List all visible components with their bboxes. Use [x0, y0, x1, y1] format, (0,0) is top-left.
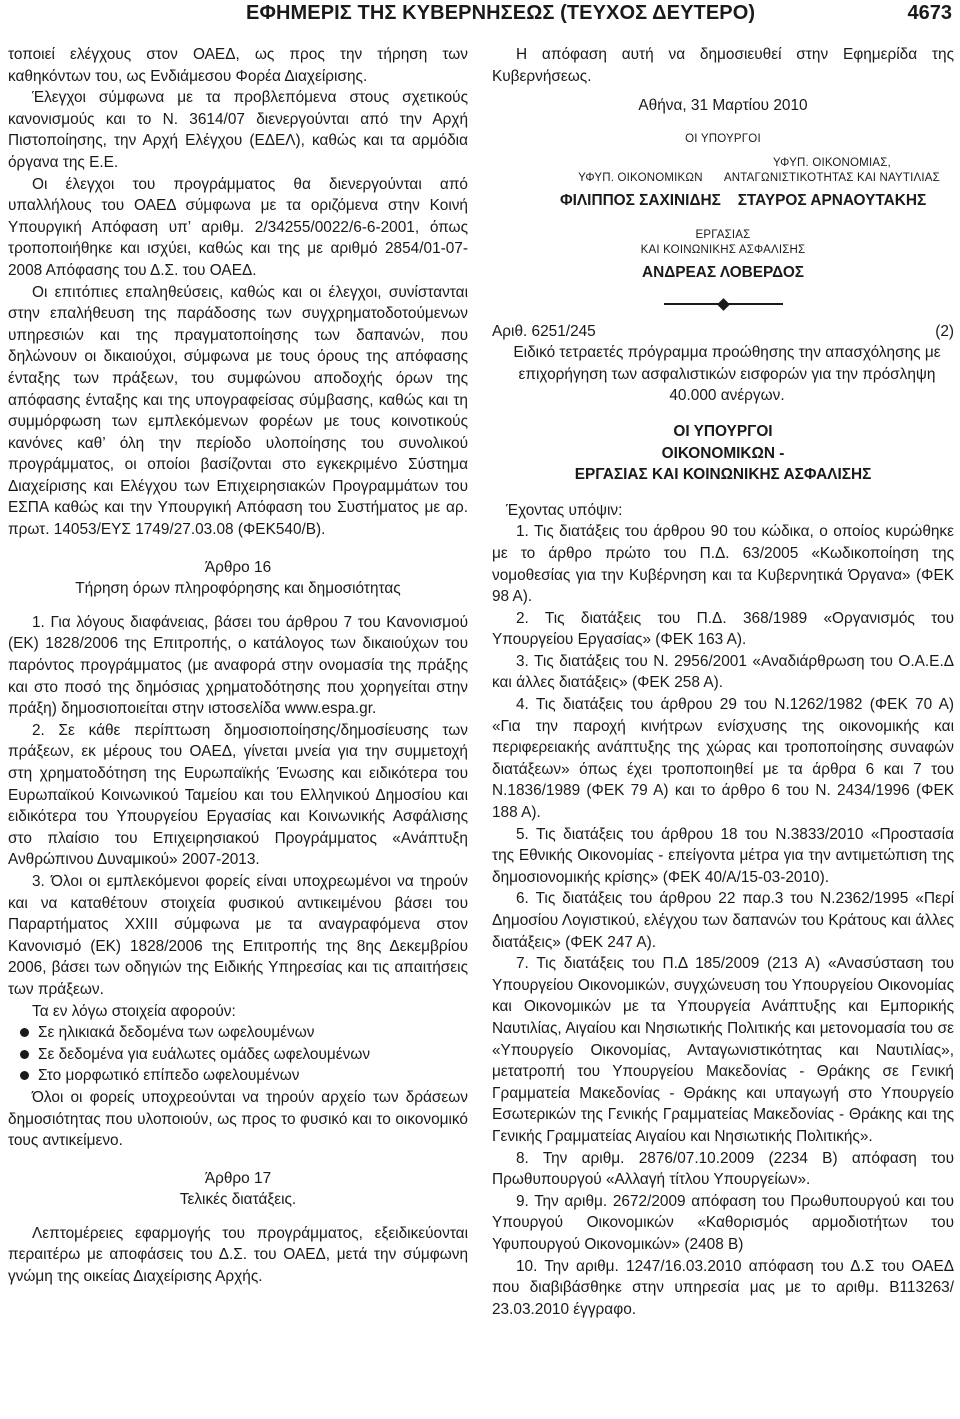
list-item: 10. Την αριθμ. 1247/16.03.2010 απόφαση του Δ.Σ του ΟΑΕΔ που διαβιβάσθηκε στην υπηρεσία μας με το αριθμ. Β113263/ 23.03.2010 έγγραφο.: [492, 1257, 954, 1318]
paragraph: Οι επιτόπιες επαληθεύσεις, καθώς και οι έλεγχοι, συνίστανται στην επαλήθευση της παράδοσης των συγχρηματοδοτούμενων υπηρεσιών και της πραγματοποίησης των δαπανών, που δηλώνουν οι δικαιούχοι, σύμφωνα με τους όρους της απόφασης ένταξης των πράξεων, του συμφώνου αποδοχής όρων της απόφασης ένταξης και της υπογραφείσας σύμβασης, καθώς και τη συμμόρφωση των εμπλεκόμενων φορέων με τους κοινοτικούς κανόνες καθ’ όλη την περίοδο υλοποίησης του συνολικού προγράμματος, οι οποίοι βασίζονται στο εγκεκριμένο Σύστημα Διαχείρισης και Ελέγχου των Επιχειρησιακών Προγραμμάτων του ΕΣΠΑ καθώς και την Υπουργική Απόφαση του Συστήματος με αρ. πρωτ. 14053/ΕΥΣ 1749/27.03.08 (ΦΕΚ540/Β).: [8, 283, 468, 539]
paragraph: Έλεγχοι σύμφωνα με τα προβλεπόμενα στους σχετικούς κανονισμούς και το Ν. 3614/07 διενεργούνται από την Αρχή Πιστοποίησης, την Αρχή Ελέγχου (ΕΔΕΛ), καθώς και τα αρμόδια όργανα της Ε.Ε.: [8, 89, 468, 171]
list-item: 3. Τις διατάξεις του Ν. 2956/2001 «Αναδιάρθρωση του Ο.Α.Ε.Δ και άλλες διατάξεις» (ΦΕΚ 258 Α).: [492, 652, 954, 692]
signature-block: [560, 171, 721, 212]
paragraph: τοποιεί ελέγχους στον ΟΑΕΔ, ως προς την τήρηση των καθηκόντων του, ως Ενδιάμεσου Φορέα Διαχείρισης.: [8, 46, 468, 85]
list-item: 6. Τις διατάξεις του άρθρου 22 παρ.3 του Ν.2362/1995 «Περί Δημοσίου Λογιστικού, ελέγχου των δαπανών του Κράτους και άλλες διατάξεις» (ΦΕΚ 247 Α).: [492, 890, 954, 951]
article-16-subtitle: Τήρηση όρων πληροφόρησης και δημοσιότητας: [75, 580, 401, 598]
left-column: [8, 44, 468, 1288]
heading-line: ΕΡΓΑΣΙΑΣ ΚΑΙ ΚΟΙΝΩΝΙΚΗΣ ΑΣΦΑΛΙΣΗΣ: [574, 466, 872, 484]
paragraph: Οι έλεγχοι του προγράμματος θα διενεργούνται από υπαλλήλους του ΟΑΕΔ σύμφωνα με τα οριζόμενα στην Κοινή Υπουργική Απόφαση υπ’ αριθμ. 2/34255/0022/6-6-2001, όπως τροποποιήθηκε και ισχύει, καθώς και της με αριθμό 2854/01-07-2008 Απόφασης του Δ.Σ. του ΟΑΕΔ.: [8, 175, 468, 279]
having-regard: Έχοντας υπόψιν:: [506, 501, 623, 519]
signer-role: ΥΦΥΠ. ΟΙΚΟΝΟΜΙΑΣ,: [772, 157, 891, 170]
signer-name: ΣΤΑΥΡΟΣ ΑΡΝΑΟΥΤΑΚΗΣ: [737, 192, 927, 210]
list-item: 4. Τις διατάξεις του άρθρου 29 του Ν.1262/1982 (ΦΕΚ 70 Α) «Για την παροχή κινήτρων ενίσχυσης της οικονομικής και περιφερειακής ανάπτυξης της χώρας και τροποποίησης συναφών διατάξεων» όπως έχει τροποποιηθεί με τα άρθρα 6 και 7 του Ν.1836/1989 (ΦΕΚ 79 Α) και το άρθρο 6 του Ν. 2434/1996 (ΦΕΚ 188 Α).: [492, 696, 954, 822]
paragraph: Λεπτομέρειες εφαρμογής του προγράμματος, εξειδικεύονται περαιτέρω με αποφάσεις του Δ.Σ. του ΟΑΕΔ, μετά την σύμφωνη γνώμη της οικείας Διαχείρισης Αρχής.: [8, 1224, 468, 1286]
paragraph: 3. Όλοι οι εμπλεκόμενοι φορείς είναι υποχρεωμένοι να τηρούν και να καταθέτουν στοιχεία φυσικού αντικειμένου βάσει του Παραρτήματος XXIII σύμφωνα με τα αναγραφόμενα στον Κανονισμό (ΕΚ) 1828/2006 της Επιτροπής της 8ης Δεκεμβρίου 2006, βάσει των οδηγιών της Ειδικής Υπηρεσίας και τις απαιτήσεις των πράξεων.: [8, 872, 468, 998]
list-item: Σε δεδομένα για ευάλωτες ομάδες ωφελουμένων: [8, 1044, 468, 1066]
list-item: 8. Την αριθμ. 2876/07.10.2009 (2234 Β) απόφαση του Πρωθυπουργού «Αλλαγή τίτλου Υπουργείων».: [492, 1149, 954, 1189]
decision-number: Αριθ. 6251/245: [492, 322, 596, 340]
article-17-title: Άρθρο 17: [204, 1169, 272, 1187]
list-item: 9. Την αριθμ. 2672/2009 απόφαση του Πρωθυπουργού και του Υπουργού Οικονομικών «Καθορισμός αρμοδιοτήτων του Υφυπουργού Οικονομικών» (2408 Β): [492, 1192, 954, 1253]
page-header: [0, 0, 960, 40]
page-number: 4673: [907, 2, 952, 24]
gazette-title: ΕΦΗΜΕΡΙΣ ΤΗΣ ΚΥΒΕΡΝΗΣΕΩΣ (ΤΕΥΧΟΣ ΔΕΥΤΕΡΟ): [246, 2, 756, 24]
signer-role: ΑΝΤΑΓΩΝΙΣΤΙΚΟΤΗΤΑΣ ΚΑΙ ΝΑΥΤΙΛΙΑΣ: [723, 172, 940, 185]
decision-number-row: [492, 321, 954, 343]
decision-title: Ειδικό τετραετές πρόγραμμα προώθησης την απασχόλησης με επιχορήγηση των ασφαλιστικών εισφορών για την πρόσληψη 40.000 ανέργων.: [513, 344, 941, 405]
publication-order: Η απόφαση αυτή να δημοσιευθεί στην Εφημερίδα της Κυβερνήσεως.: [492, 46, 954, 85]
list-item: Σε ηλικιακά δεδομένα των ωφελουμένων: [8, 1022, 468, 1044]
article-16-title: Άρθρο 16: [204, 558, 272, 576]
heading-line: ΟΙ ΥΠΟΥΡΓΟΙ: [673, 422, 773, 440]
ministers-label: ΟΙ ΥΠΟΥΡΓΟΙ: [685, 132, 761, 145]
signature-date: Αθήνα, 31 Μαρτίου 2010: [638, 97, 808, 115]
paragraph: Τα εν λόγω στοιχεία αφορούν:: [32, 1002, 236, 1020]
section-divider: [492, 300, 954, 309]
paragraph: Όλοι οι φορείς υποχρεούνται να τηρούν αρχείο των δράσεων δημοσιότητας που υλοποιούν, ως προς το φυσικό και το οικονομικό τους αντικείμενο.: [8, 1088, 468, 1150]
right-column: [492, 44, 954, 1320]
signature-block: [492, 228, 954, 284]
signature-row: [492, 156, 954, 212]
signer-name: ΦΙΛΙΠΠΟΣ ΣΑΧΙΝΙΔΗΣ: [560, 192, 721, 210]
list-item: 5. Τις διατάξεις του άρθρου 18 του Ν.3833/2010 «Προστασία της Εθνικής Οικονομίας - επείγοντα μέτρα για την αντιμετώπιση της δημοσιονομικής κρίσης» (ΦΕΚ 40/Α/15-03-2010).: [492, 825, 954, 886]
signer-role: ΚΑΙ ΚΟΙΝΩΝΙΚΗΣ ΑΣΦΑΛΙΣΗΣ: [640, 243, 806, 256]
bullet-list: [8, 1022, 468, 1087]
ministers-heading: [492, 421, 954, 486]
paragraph: 1. Για λόγους διαφάνειας, βάσει του άρθρου 7 του Κανονισμού (ΕΚ) 1828/2006 της Επιτροπής, ο κατάλογος των δικαιούχων του παρόντος προγράμματος (με αναφορά στην ονομασία της πράξης και στο ποσό της δημόσιας χρηματοδότησης που χορηγείται στην πράξη) δημοσιοποιείται στην ιστοσελίδα www.espa.gr.: [8, 613, 468, 718]
signer-name: ΑΝΔΡΕΑΣ ΛΟΒΕΡΔΟΣ: [641, 263, 805, 281]
signer-role: ΕΡΓΑΣΙΑΣ: [695, 228, 751, 241]
decision-mark: (2): [935, 322, 954, 340]
article-17-subtitle: Τελικές διατάξεις.: [179, 1191, 297, 1209]
paragraph: 2. Σε κάθε περίπτωση δημοσιοποίησης/δημοσίευσης των πράξεων, εκ μέρους του ΟΑΕΔ, γίνεται μνεία για την συμμετοχή στη χρηματοδότηση της Ευρωπαϊκής Ένωσης και ειδικότερα του Ευρωπαϊκού Κοινωνικού Ταμείου και του Ελληνικού Δημοσίου και ειδικότερα του Υπουργείου Εργασίας και Κοινωνικής Ασφάλισης στο πλαίσιο του Επιχειρησιακού Προγράμματος «Ανάπτυξη Ανθρώπινου Δυναμικού» 2007-2013.: [8, 721, 468, 869]
diamond-icon: [717, 298, 730, 311]
signature-block: [724, 156, 940, 212]
signer-role: ΥΦΥΠ. ΟΙΚΟΝΟΜΙΚΩΝ: [578, 172, 703, 185]
list-item: 7. Τις διατάξεις του Π.Δ 185/2009 (213 Α) «Ανασύσταση του Υπουργείου Οικονομικών, συγχώνευση του Υπουργείου Οικονομίας και Οικονομικών με τα Υπουργεία Ανάπτυξης και Εμπορικής Ναυτιλίας, Αιγαίου και Νησιωτικής Πολιτικής και μετονομασία του σε «Υπουργείο Οικονομίας, Ανταγωνιστικότητας και Ναυτιλίας», μετατροπή του Υπουργείου Μακεδονίας - Θράκης σε Γενική Γραμματεία Μακεδονίας - Θράκης και υπαγωγή στο Υπουργείο Εσωτερικών της Γενικής Γραμματείας Μακεδονίας - Θράκης και της Γενικής Γραμματείας Αιγαίου και Νησιωτικής Πολιτικής».: [492, 955, 954, 1145]
list-item: Στο μορφωτικό επίπεδο ωφελουμένων: [8, 1065, 468, 1087]
heading-line: ΟΙΚΟΝΟΜΙΚΩΝ -: [661, 444, 785, 462]
list-item: 1. Τις διατάξεις του άρθρου 90 του κώδικα, ο οποίος κυρώθηκε με το άρθρο πρώτο του Π.Δ. 63/2005 «Κωδικοποίηση της νομοθεσίας για την Κυβέρνηση και τα Κυβερνητικά Όργανα» (ΦΕΚ 98 Α).: [492, 523, 954, 606]
list-item: 2. Τις διατάξεις του Π.Δ. 368/1989 «Οργανισμός του Υπουργείου Εργασίας» (ΦΕΚ 163 Α).: [492, 609, 954, 649]
